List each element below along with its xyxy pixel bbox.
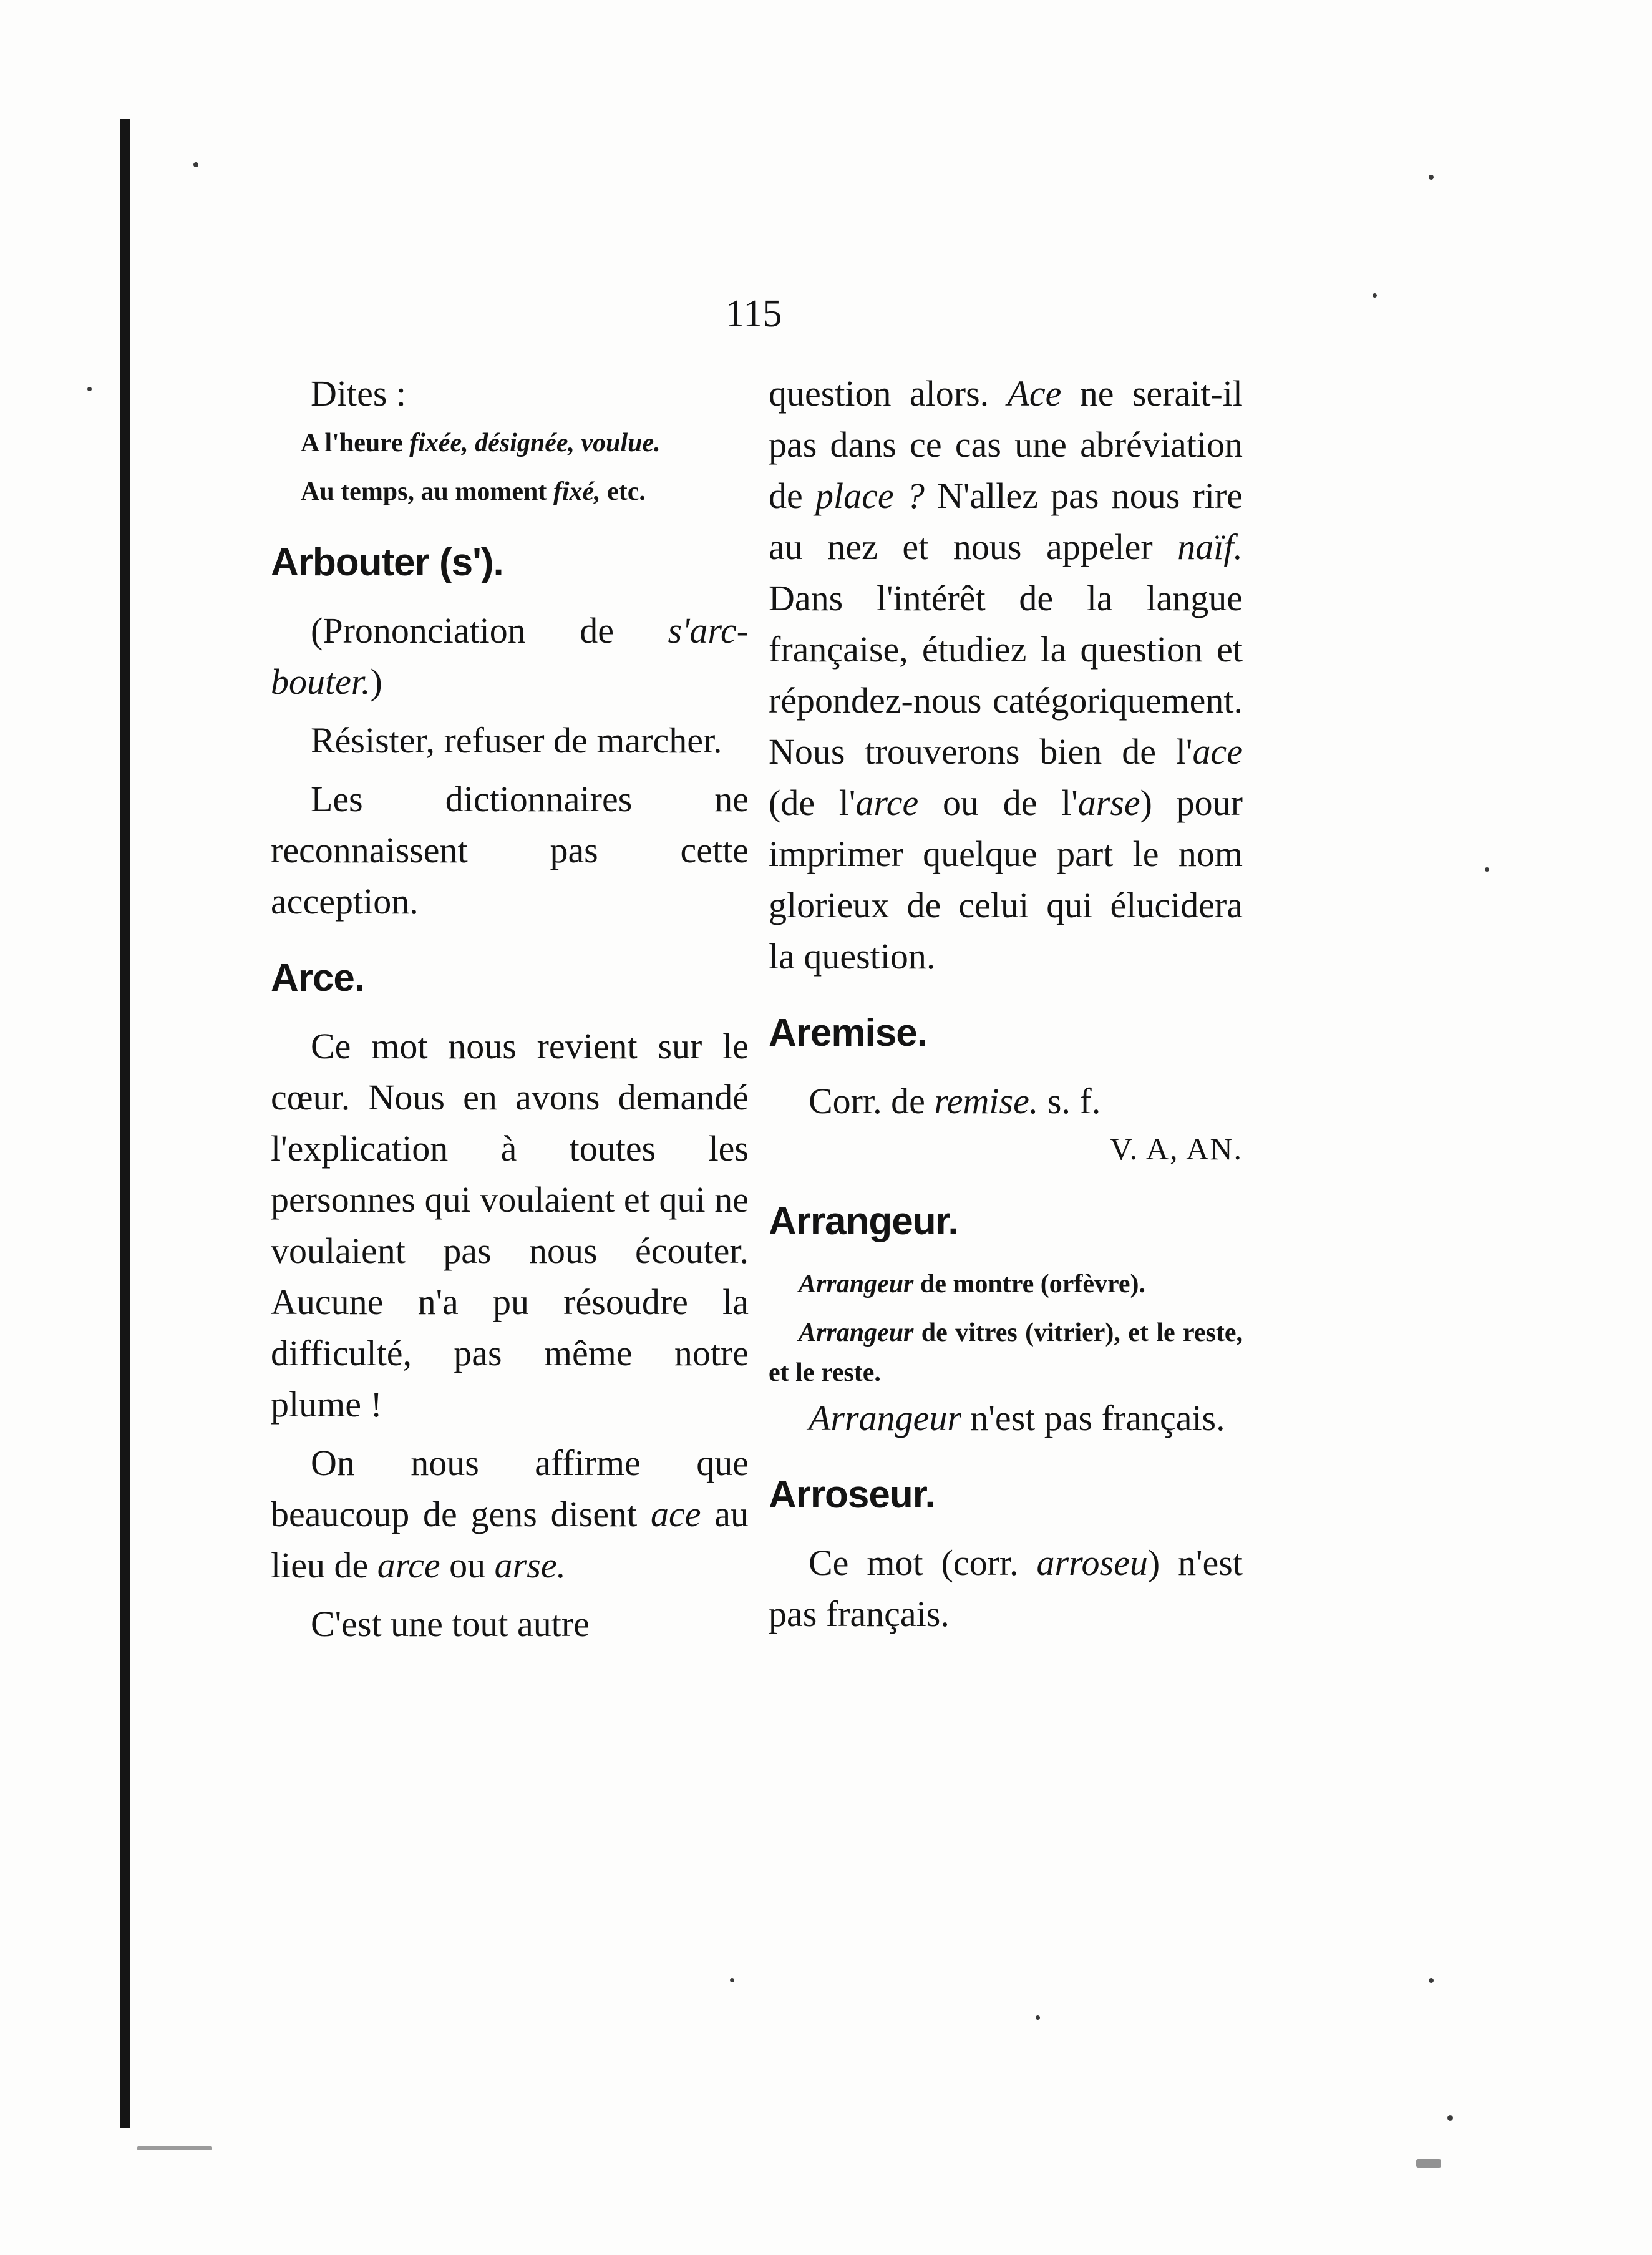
page-number: 115 [725,293,782,335]
scan-speck [1429,1978,1434,1983]
right-column [769,368,1243,1640]
usage-example: Au temps, au moment fixé, etc. [301,477,646,506]
scan-speck [1416,2159,1441,2168]
usage-example: Arrangeur de vitres (vitrier), et le reste, et le reste. [769,1318,1243,1387]
cross-reference: V. A, AN. [1110,1131,1243,1166]
scan-speck [1036,2015,1040,2020]
headword: Arce. [271,957,365,1000]
scan-speck [1447,2115,1453,2121]
paragraph: C'est une tout autre [311,1604,590,1644]
left-column [271,368,749,1650]
usage-example: Arrangeur de montre (orfèvre). [799,1270,1146,1298]
paragraph: On nous affirme que beaucoup de gens disent ace au lieu de arce ou arse. [271,1443,749,1585]
scan-speck [1373,293,1377,298]
usage-example: A l'heure fixée, désignée, voulue. [301,429,661,457]
pronunciation-note: (Prononciation de s'arc-bouter.) [271,610,749,702]
headword: Arbouter (s'). [271,541,503,584]
scan-speck [87,387,92,391]
scan-speck [193,162,198,167]
entry-note: Arrangeur n'est pas français. [809,1398,1225,1438]
headword: Aremise. [769,1011,927,1054]
page-binding-edge [120,119,130,2128]
headword: Arroseur. [769,1473,935,1516]
scan-speck [1429,175,1434,180]
entry-note: Les dictionnaires ne reconnaissent pas cette acception. [271,779,749,922]
scan-speck [137,2146,212,2150]
paragraph: Ce mot nous revient sur le cœur. Nous en avons demandé l'explication à toutes les personnes qui voulaient et qui ne voulaient pas nous écouter. Aucune n'a pu résoudre la difficulté, pas même notre plume ! [271,1026,749,1425]
definition: Résister, refuser de marcher. [311,720,722,761]
headword: Arrangeur. [769,1200,958,1243]
definition: Ce mot (corr. arroseu) n'est pas français. [769,1542,1243,1634]
scan-speck [730,1978,734,1982]
paragraph-continuation: question alors. Ace ne serait-il pas dans ce cas une abréviation de place ? N'allez pas nous rire au nez et nous appeler naïf. Dans l'intérêt de la langue française, étudiez la question et répondez-nous catégoriquement. Nous trouverons bien de l'ace (de l'arce ou de l'arse) pour imprimer quelque part le nom glorieux de celui qui élucidera la question. [769,373,1243,977]
intro-label: Dites : [311,373,407,414]
scan-speck [1485,867,1489,872]
definition: Corr. de remise. s. f. [809,1081,1101,1121]
